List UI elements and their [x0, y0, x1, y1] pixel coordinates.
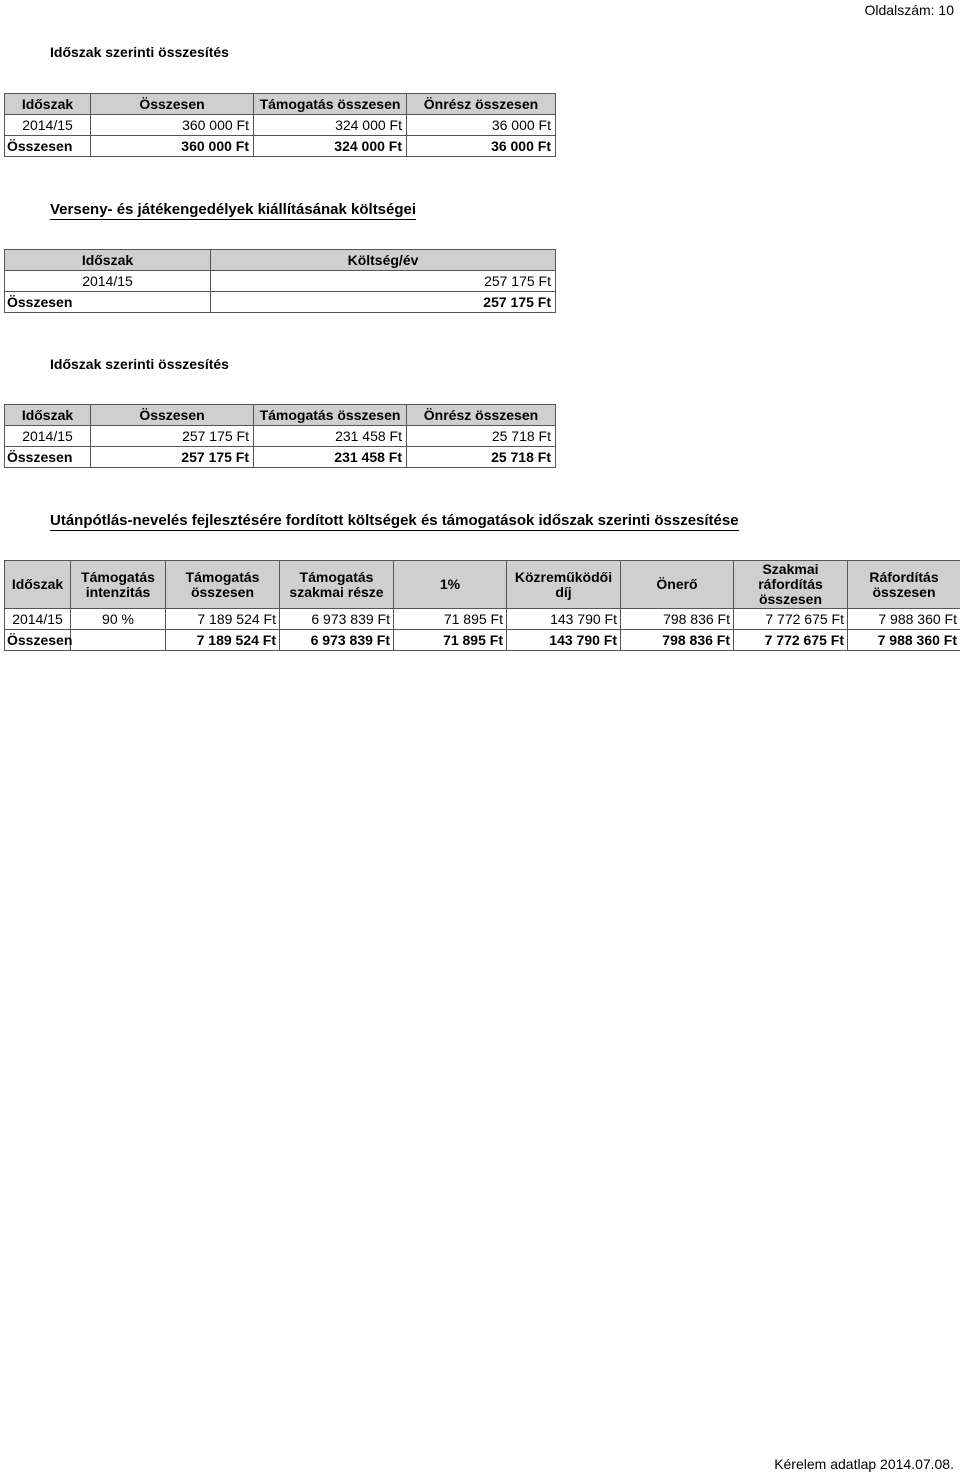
table-cell: 6 973 839 Ft — [280, 630, 394, 651]
summary-table-2 — [4, 404, 556, 468]
table-cell: 2014/15 — [5, 426, 91, 447]
table-header-row — [5, 250, 556, 271]
header-cell: Támogatás összesen — [254, 405, 407, 426]
table-cell: 2014/15 — [5, 271, 211, 292]
table-cell: 7 988 360 Ft — [848, 609, 960, 630]
table-cell: 71 895 Ft — [394, 609, 507, 630]
table-header-row — [5, 94, 556, 115]
table-cell: 7 189 524 Ft — [166, 609, 280, 630]
table-cell: 25 718 Ft — [407, 426, 556, 447]
licences-table — [4, 249, 556, 313]
header-cell: Támogatás összesen — [254, 94, 407, 115]
table-cell: 71 895 Ft — [394, 630, 507, 651]
header-cell: Időszak — [5, 250, 211, 271]
table-cell: 143 790 Ft — [507, 630, 621, 651]
table-cell: 7 772 675 Ft — [734, 609, 848, 630]
header-cell: Önerő — [621, 561, 734, 609]
table-cell: 2014/15 — [5, 609, 71, 630]
page-footer: Kérelem adatlap 2014.07.08. — [774, 1456, 954, 1472]
header-cell: Összesen — [91, 94, 254, 115]
table-cell: 143 790 Ft — [507, 609, 621, 630]
header-cell: Időszak — [5, 94, 91, 115]
table-cell: 257 175 Ft — [211, 271, 556, 292]
table-total-row — [5, 292, 556, 313]
table-cell: 324 000 Ft — [254, 115, 407, 136]
table-row — [5, 609, 960, 630]
table-row — [5, 426, 556, 447]
table-cell: 360 000 Ft — [91, 115, 254, 136]
summary-table-1 — [4, 93, 556, 157]
section-title-licences: Verseny- és játékengedélyek kiállításának költségei — [50, 201, 417, 218]
table-cell: 7 988 360 Ft — [848, 630, 960, 651]
table-cell: 25 718 Ft — [407, 447, 556, 468]
table-row — [5, 115, 556, 136]
section-title-summary-2: Időszak szerinti összesítés — [50, 356, 229, 372]
table-cell: 257 175 Ft — [91, 447, 254, 468]
table-total-row — [5, 447, 556, 468]
header-cell: Támogatás szakmai része — [280, 561, 394, 609]
table-cell: 36 000 Ft — [407, 136, 556, 157]
table-total-row — [5, 136, 556, 157]
table-header-row — [5, 561, 960, 609]
table-cell: Összesen — [5, 136, 91, 157]
table-cell: 257 175 Ft — [91, 426, 254, 447]
table-cell: 7 189 524 Ft — [166, 630, 280, 651]
header-cell: Önrész összesen — [407, 405, 556, 426]
header-cell: Támogatás intenzitás — [71, 561, 166, 609]
header-cell: Ráfordítás összesen — [848, 561, 960, 609]
header-cell: Szakmai ráfordítás összesen — [734, 561, 848, 609]
header-cell: 1% — [394, 561, 507, 609]
table-cell — [71, 630, 166, 651]
table-cell: 36 000 Ft — [407, 115, 556, 136]
table-cell: 798 836 Ft — [621, 630, 734, 651]
section-title-youth: Utánpótlás-nevelés fejlesztésére fordított költségek és támogatások időszak szerinti összesítése — [50, 512, 739, 529]
table-cell: 324 000 Ft — [254, 136, 407, 157]
table-cell: 6 973 839 Ft — [280, 609, 394, 630]
table-total-row — [5, 630, 960, 651]
table-cell: 257 175 Ft — [211, 292, 556, 313]
table-cell: 798 836 Ft — [621, 609, 734, 630]
section-title-summary-1: Időszak szerinti összesítés — [50, 44, 229, 60]
header-cell: Költség/év — [211, 250, 556, 271]
header-cell: Önrész összesen — [407, 94, 556, 115]
table-cell: 231 458 Ft — [254, 447, 407, 468]
table-cell: Összesen — [5, 292, 211, 313]
header-cell: Támogatás összesen — [166, 561, 280, 609]
youth-table — [4, 560, 960, 651]
header-cell: Időszak — [5, 405, 91, 426]
header-cell: Közreműködői díj — [507, 561, 621, 609]
table-cell: 360 000 Ft — [91, 136, 254, 157]
table-header-row — [5, 405, 556, 426]
table-cell: Összesen — [5, 630, 71, 651]
table-cell: Összesen — [5, 447, 91, 468]
header-cell: Időszak — [5, 561, 71, 609]
page-number: Oldalszám: 10 — [864, 2, 954, 18]
table-cell: 90 % — [71, 609, 166, 630]
table-cell: 2014/15 — [5, 115, 91, 136]
header-cell: Összesen — [91, 405, 254, 426]
table-cell: 231 458 Ft — [254, 426, 407, 447]
table-cell: 7 772 675 Ft — [734, 630, 848, 651]
table-row — [5, 271, 556, 292]
